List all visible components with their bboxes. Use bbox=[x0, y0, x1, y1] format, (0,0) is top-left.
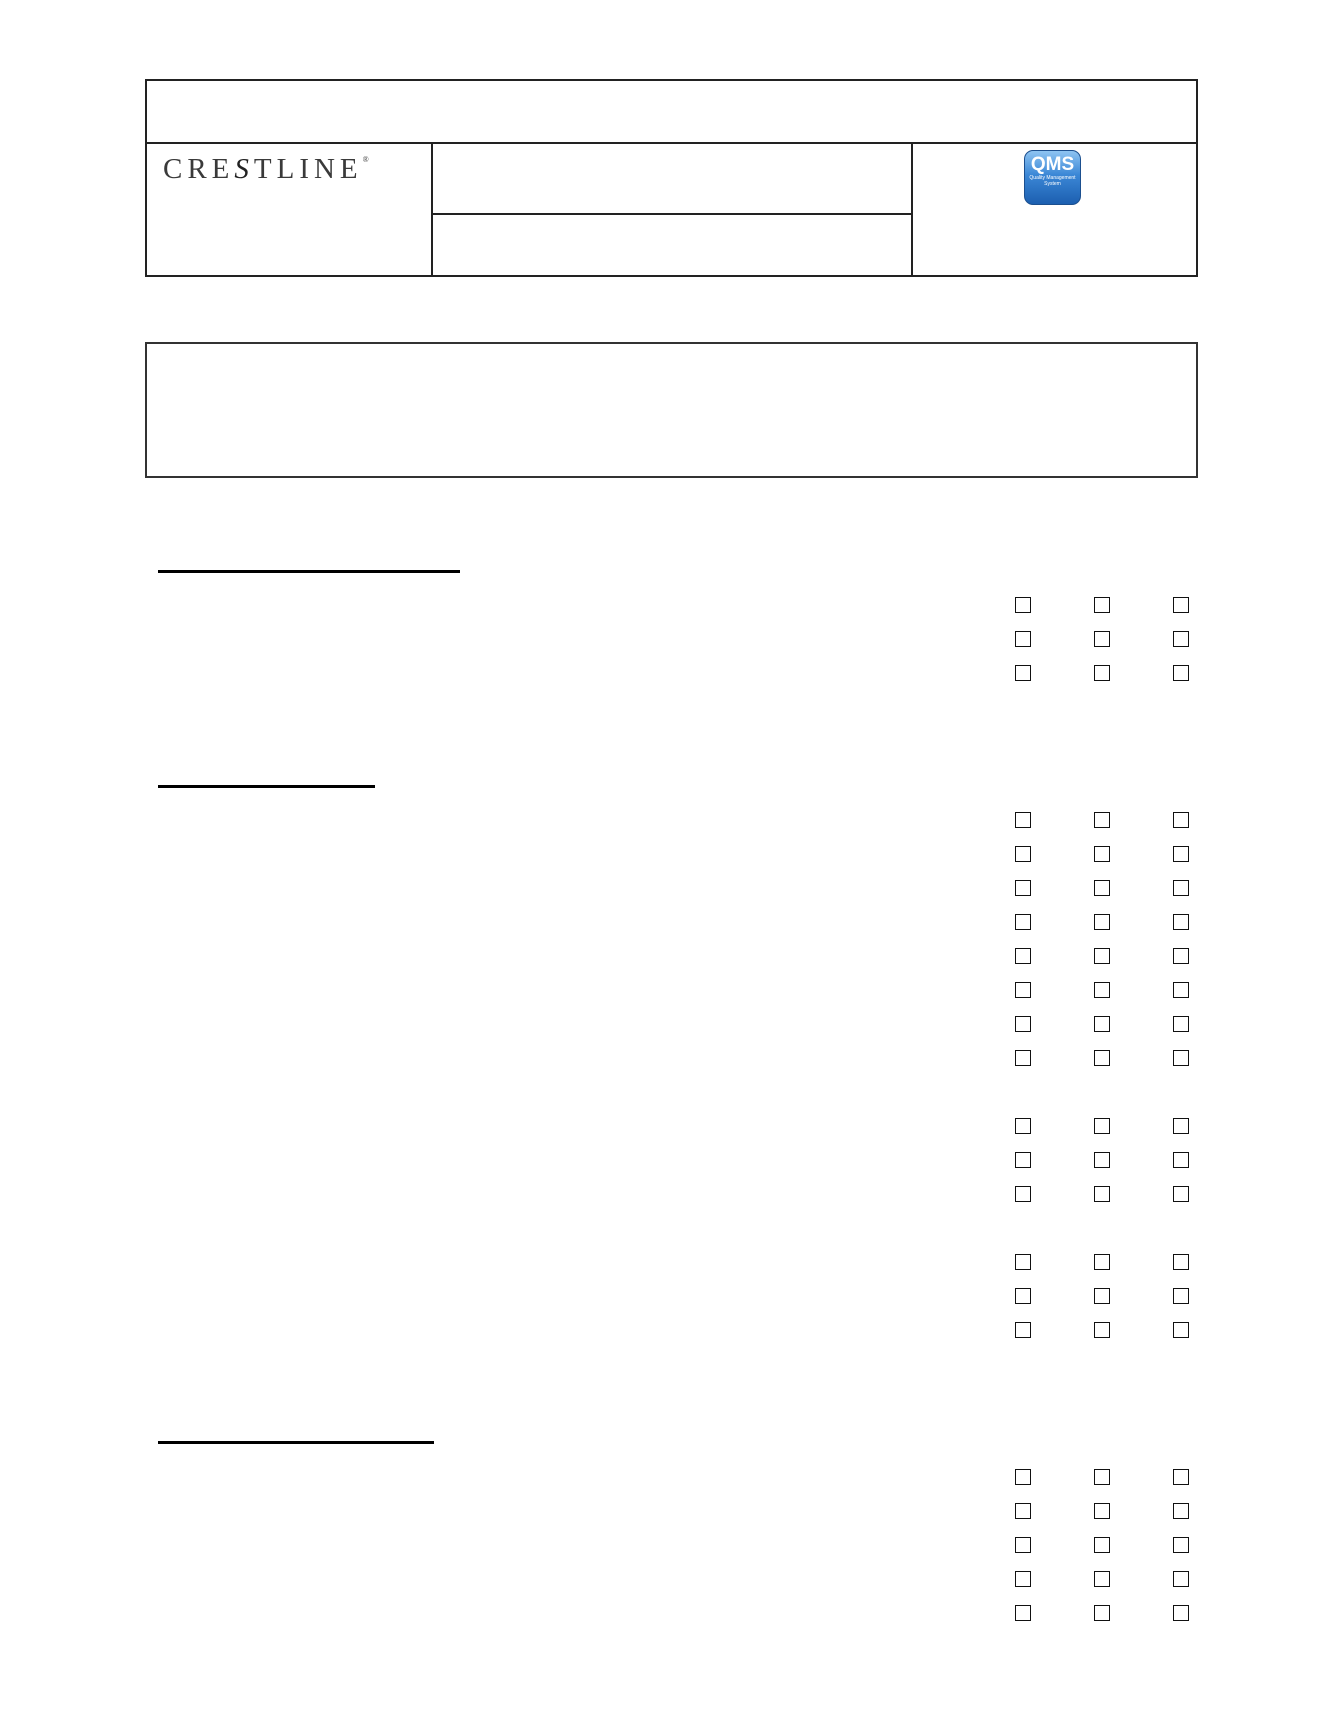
checkbox-column-b[interactable] bbox=[1094, 880, 1110, 896]
header-document-number-cell bbox=[433, 215, 911, 275]
checkbox-column-a[interactable] bbox=[1015, 1118, 1031, 1134]
checkbox-column-b[interactable] bbox=[1094, 846, 1110, 862]
checkbox-column-a[interactable] bbox=[1015, 1537, 1031, 1553]
checkbox-column-c[interactable] bbox=[1173, 1186, 1189, 1202]
checkbox-column-b[interactable] bbox=[1094, 1016, 1110, 1032]
logo-cell bbox=[147, 142, 433, 275]
checkbox-column-c[interactable] bbox=[1173, 1050, 1189, 1066]
checkbox-column-b[interactable] bbox=[1094, 1605, 1110, 1621]
checkbox-column-a[interactable] bbox=[1015, 1322, 1031, 1338]
checkbox-column-c[interactable] bbox=[1173, 846, 1189, 862]
checkbox-column-a[interactable] bbox=[1015, 597, 1031, 613]
checkbox-column-b[interactable] bbox=[1094, 1571, 1110, 1587]
checkbox-column-c[interactable] bbox=[1173, 948, 1189, 964]
checkbox-column-b[interactable] bbox=[1094, 1186, 1110, 1202]
checkbox-column-b[interactable] bbox=[1094, 812, 1110, 828]
checkbox-column-b[interactable] bbox=[1094, 631, 1110, 647]
checkbox-column-c[interactable] bbox=[1173, 1118, 1189, 1134]
checkbox-column-c[interactable] bbox=[1173, 1503, 1189, 1519]
checkbox-column-c[interactable] bbox=[1173, 1288, 1189, 1304]
section-heading-rule bbox=[158, 570, 460, 573]
checkbox-column-c[interactable] bbox=[1173, 914, 1189, 930]
checkbox-column-b[interactable] bbox=[1094, 1537, 1110, 1553]
checkbox-column-a[interactable] bbox=[1015, 1469, 1031, 1485]
checkbox-column-b[interactable] bbox=[1094, 1254, 1110, 1270]
checkbox-column-a[interactable] bbox=[1015, 846, 1031, 862]
checkbox-column-b[interactable] bbox=[1094, 982, 1110, 998]
checkbox-column-c[interactable] bbox=[1173, 1605, 1189, 1621]
checkbox-column-a[interactable] bbox=[1015, 812, 1031, 828]
checkbox-column-c[interactable] bbox=[1173, 1152, 1189, 1168]
checkbox-column-b[interactable] bbox=[1094, 948, 1110, 964]
header-title-cell bbox=[147, 81, 1196, 144]
checkbox-column-a[interactable] bbox=[1015, 1152, 1031, 1168]
qms-badge-icon: QMS Quality Management System bbox=[1024, 150, 1081, 205]
checkbox-column-a[interactable] bbox=[1015, 665, 1031, 681]
checkbox-column-a[interactable] bbox=[1015, 880, 1031, 896]
checkbox-column-c[interactable] bbox=[1173, 1254, 1189, 1270]
checkbox-column-c[interactable] bbox=[1173, 665, 1189, 681]
checkbox-column-c[interactable] bbox=[1173, 1322, 1189, 1338]
checkbox-column-a[interactable] bbox=[1015, 1016, 1031, 1032]
checkbox-column-a[interactable] bbox=[1015, 631, 1031, 647]
crestline-swoosh-mark: S bbox=[234, 153, 254, 185]
checkbox-column-c[interactable] bbox=[1173, 880, 1189, 896]
checkbox-column-c[interactable] bbox=[1173, 1571, 1189, 1587]
checkbox-column-b[interactable] bbox=[1094, 1322, 1110, 1338]
section-heading-rule bbox=[158, 785, 375, 788]
checkbox-column-a[interactable] bbox=[1015, 948, 1031, 964]
checkbox-column-c[interactable] bbox=[1173, 812, 1189, 828]
crestline-logo: CRESTLINE® bbox=[163, 153, 369, 185]
checkbox-column-a[interactable] bbox=[1015, 1254, 1031, 1270]
checkbox-column-a[interactable] bbox=[1015, 914, 1031, 930]
checkbox-column-a[interactable] bbox=[1015, 1050, 1031, 1066]
information-box bbox=[145, 342, 1198, 478]
checkbox-column-b[interactable] bbox=[1094, 597, 1110, 613]
checkbox-column-b[interactable] bbox=[1094, 1152, 1110, 1168]
checkbox-column-b[interactable] bbox=[1094, 1288, 1110, 1304]
qms-cell bbox=[911, 142, 1196, 275]
checkbox-column-b[interactable] bbox=[1094, 1503, 1110, 1519]
section-heading-rule bbox=[158, 1441, 434, 1444]
checkbox-column-a[interactable] bbox=[1015, 1503, 1031, 1519]
checkbox-column-c[interactable] bbox=[1173, 982, 1189, 998]
checkbox-column-c[interactable] bbox=[1173, 597, 1189, 613]
checkbox-column-c[interactable] bbox=[1173, 631, 1189, 647]
checkbox-column-a[interactable] bbox=[1015, 1288, 1031, 1304]
header-table bbox=[145, 79, 1198, 277]
checkbox-column-b[interactable] bbox=[1094, 1118, 1110, 1134]
checkbox-column-b[interactable] bbox=[1094, 1050, 1110, 1066]
checkbox-column-b[interactable] bbox=[1094, 914, 1110, 930]
checkbox-column-c[interactable] bbox=[1173, 1016, 1189, 1032]
checkbox-column-a[interactable] bbox=[1015, 1186, 1031, 1202]
checkbox-column-b[interactable] bbox=[1094, 665, 1110, 681]
checkbox-column-a[interactable] bbox=[1015, 1571, 1031, 1587]
checkbox-column-a[interactable] bbox=[1015, 1605, 1031, 1621]
checkbox-column-b[interactable] bbox=[1094, 1469, 1110, 1485]
checkbox-column-c[interactable] bbox=[1173, 1469, 1189, 1485]
header-document-title-cell bbox=[433, 142, 911, 215]
checkbox-column-a[interactable] bbox=[1015, 982, 1031, 998]
checkbox-column-c[interactable] bbox=[1173, 1537, 1189, 1553]
